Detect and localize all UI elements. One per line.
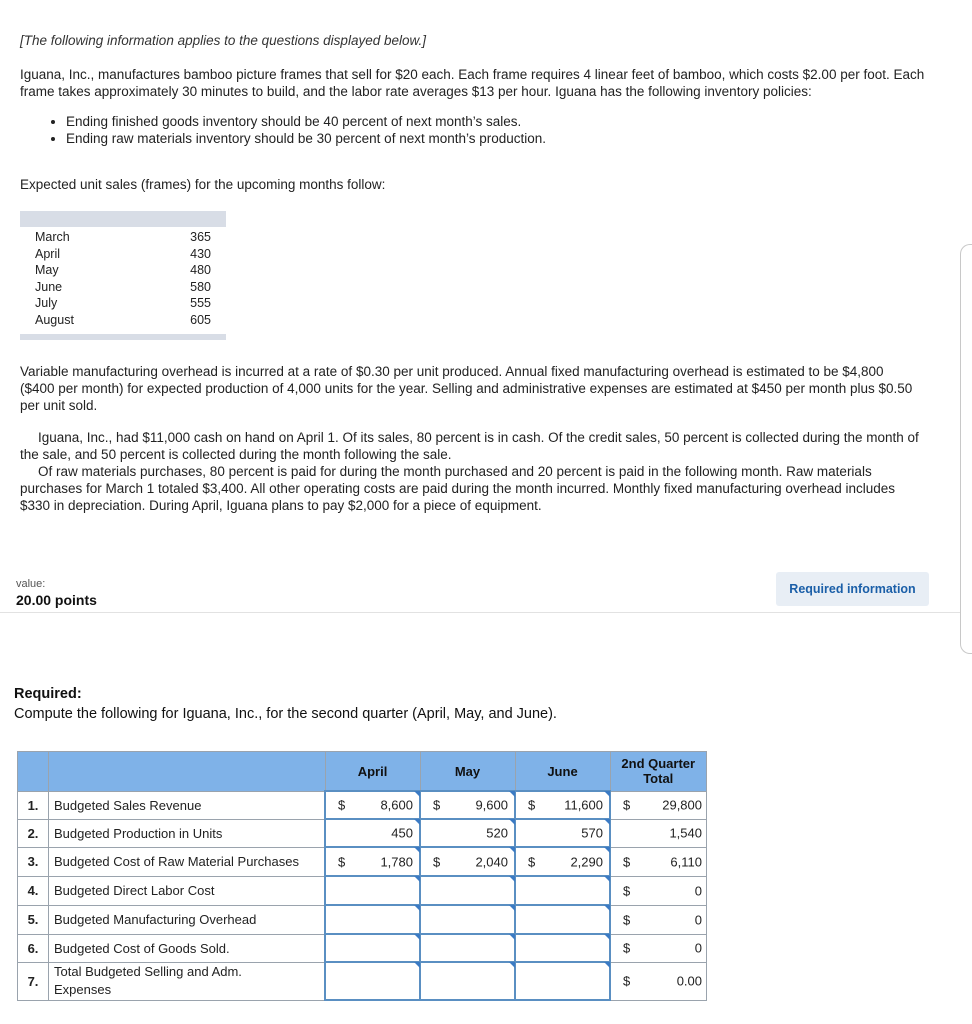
total-value: $ 0 [610, 934, 707, 962]
intro-note: [The following information applies to the questions displayed below.] [20, 33, 426, 48]
table-row: 6. Budgeted Cost of Goods Sold. $ 0 [18, 934, 707, 962]
expected-sales-label: Expected unit sales (frames) for the upcoming months follow: [20, 177, 386, 192]
may-input[interactable] [420, 876, 515, 905]
april-input[interactable] [325, 934, 420, 962]
total-value: $ 0 [610, 905, 707, 934]
table-row: June 580 [35, 279, 211, 294]
table-row: July 555 [35, 296, 211, 310]
may-input[interactable] [420, 962, 515, 1000]
table-row: 1. Budgeted Sales Revenue $ 8,600 $ 9,600 $ 11,600 $ 29,800 [18, 791, 707, 819]
total-value: $ 6,110 [610, 847, 707, 876]
problem-paragraph-3: Iguana, Inc., had $11,000 cash on hand on April 1. Of its sales, 80 percent is in cash. Of the credit sales, 50 percent is collected during the month of the sale, and 50 percent is collected during the month following the sale. Of raw materials purchases, 80 percent is paid for during the month purchased and 20 percent is paid in the following month. Raw materials purchases for March 1 totaled $3,400. All other operating costs are paid during the month incurred. Monthly fixed manufacturing overhead includes $330 in depreciation. During April, Iguana plans to pay $2,000 for a piece of equipment. [20, 430, 919, 513]
table-header-row [18, 752, 707, 792]
column-header-june: June [515, 752, 610, 792]
may-input[interactable] [420, 905, 515, 934]
may-input[interactable]: 520 [420, 819, 515, 847]
table-row: 5. Budgeted Manufacturing Overhead $ 0 [18, 905, 707, 934]
table-row: April 430 [35, 246, 211, 261]
june-input[interactable] [515, 934, 610, 962]
april-input[interactable] [325, 905, 420, 934]
april-input[interactable]: 450 [325, 819, 420, 847]
june-input[interactable]: $ 2,290 [515, 847, 610, 876]
total-value: $ 0 [610, 876, 707, 905]
side-panel-tab[interactable] [960, 244, 972, 654]
june-input[interactable]: $ 11,600 [515, 791, 610, 819]
total-value: $ 0.00 [610, 962, 707, 1000]
column-header-april: April [325, 752, 420, 792]
april-input[interactable] [325, 876, 420, 905]
june-input[interactable] [515, 905, 610, 934]
table-row: 3. Budgeted Cost of Raw Material Purchases $ 1,780 $ 2,040 $ 2,290 $ 6,110 [18, 847, 707, 876]
table-row: 4. Budgeted Direct Labor Cost $ 0 [18, 876, 707, 905]
inventory-policies-list [48, 113, 546, 147]
april-input[interactable]: $ 1,780 [325, 847, 420, 876]
april-input[interactable] [325, 962, 420, 1000]
required-instructions: Compute the following for Iguana, Inc., for the second quarter (April, May, and June). [14, 706, 557, 722]
table-row: 7. Total Budgeted Selling and Adm. Expenses $ 0.00 [18, 962, 707, 1000]
problem-paragraph-2: Variable manufacturing overhead is incurred at a rate of $0.30 per unit produced. Annual fixed manufacturing overhead is estimated to be $4,800 ($400 per month) for expected production of 4,000 units for the year. Selling and administrative expenses are estimated at $450 per month plus $0.50 per unit sold. [20, 364, 913, 413]
required-heading: Required: [14, 686, 82, 702]
june-input[interactable] [515, 962, 610, 1000]
may-input[interactable] [420, 934, 515, 962]
june-input[interactable]: 570 [515, 819, 610, 847]
may-input[interactable]: $ 2,040 [420, 847, 515, 876]
list-item: • Ending finished goods inventory should be 40 percent of next month’s sales. [66, 113, 546, 130]
table-row: August 605 [35, 312, 211, 327]
value-label: value: [16, 578, 46, 590]
points-value: 20.00 points [16, 592, 97, 608]
total-value: $ 29,800 [610, 791, 707, 819]
table-row: May 480 [35, 263, 211, 277]
table-row: 2. Budgeted Production in Units 450 520 570 1,540 [18, 819, 707, 847]
budget-table [17, 751, 707, 1001]
required-information-button[interactable]: Required information [776, 572, 929, 606]
problem-paragraph-1: Iguana, Inc., manufactures bamboo picture frames that sell for $20 each. Each frame requires 4 linear feet of bamboo, which costs $2.00 per foot. Each frame takes approximately 30 minutes to build, and the labor rate averages $13 per hour. Iguana has the following inventory policies: [20, 67, 925, 99]
april-input[interactable]: $ 8,600 [325, 791, 420, 819]
unit-sales-table [20, 211, 226, 340]
total-value: 1,540 [610, 819, 707, 847]
list-item: • Ending raw materials inventory should be 30 percent of next month’s production. [66, 130, 546, 147]
may-input[interactable]: $ 9,600 [420, 791, 515, 819]
june-input[interactable] [515, 876, 610, 905]
column-header-may: May [420, 752, 515, 792]
column-header-total: 2nd Quarter Total [610, 752, 707, 792]
table-row: March 365 [35, 230, 211, 244]
